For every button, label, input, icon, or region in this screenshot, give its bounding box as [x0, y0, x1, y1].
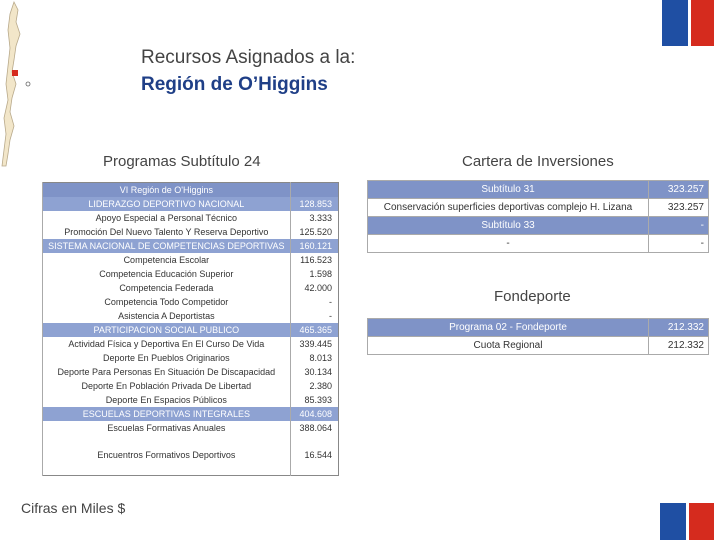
table-row — [43, 351, 339, 365]
row-label: Subtítulo 33 — [368, 217, 649, 235]
table-row — [43, 435, 339, 476]
section-title-fondeporte: Fondeporte — [494, 288, 571, 305]
row-value: 160.121 — [290, 239, 338, 253]
row-value: 323.257 — [649, 199, 709, 217]
row-value: 16.544 — [290, 435, 338, 476]
table-row — [43, 239, 339, 253]
row-label: Cuota Regional — [368, 337, 649, 355]
row-label: Deporte Para Personas En Situación De Discapacidad — [43, 365, 291, 379]
row-label: SISTEMA NACIONAL DE COMPETENCIAS DEPORTIVAS — [43, 239, 291, 253]
table-row — [368, 235, 709, 253]
row-label: Deporte En Espacios Públicos — [43, 393, 291, 407]
row-value — [290, 183, 338, 198]
table-row — [43, 225, 339, 239]
row-value: 42.000 — [290, 281, 338, 295]
footer-note: Cifras en Miles $ — [21, 500, 126, 516]
table-row — [43, 323, 339, 337]
section-title-inversiones: Cartera de Inversiones — [462, 153, 614, 170]
table-row — [43, 337, 339, 351]
table-row — [43, 197, 339, 211]
row-value: 465.365 — [290, 323, 338, 337]
table-row — [43, 281, 339, 295]
row-label: Competencia Escolar — [43, 253, 291, 267]
table-row — [43, 211, 339, 225]
row-value: - — [290, 295, 338, 309]
section-title-programas: Programas Subtítulo 24 — [103, 153, 261, 170]
table-row — [368, 217, 709, 235]
row-value: 125.520 — [290, 225, 338, 239]
table-row — [43, 267, 339, 281]
row-label: LIDERAZGO DEPORTIVO NACIONAL — [43, 197, 291, 211]
table-row — [43, 295, 339, 309]
row-label: - — [368, 235, 649, 253]
row-value: 212.332 — [649, 337, 709, 355]
table-row — [43, 183, 339, 198]
row-value: 3.333 — [290, 211, 338, 225]
table-row — [43, 407, 339, 421]
page-title-line2: Región de O’Higgins — [141, 74, 328, 95]
row-label: Escuelas Formativas Anuales — [43, 421, 291, 435]
fondeporte-table — [367, 318, 709, 355]
row-value: 404.608 — [290, 407, 338, 421]
row-label: Asistencia A Deportistas — [43, 309, 291, 323]
row-value: 1.598 — [290, 267, 338, 281]
row-label: PARTICIPACION SOCIAL PUBLICO — [43, 323, 291, 337]
row-value: - — [649, 217, 709, 235]
row-label: Programa 02 - Fondeporte — [368, 319, 649, 337]
row-value: 30.134 — [290, 365, 338, 379]
row-label: Competencia Todo Competidor — [43, 295, 291, 309]
table-row — [368, 199, 709, 217]
row-value: - — [290, 309, 338, 323]
row-value: 388.064 — [290, 421, 338, 435]
row-value: 212.332 — [649, 319, 709, 337]
row-value: 339.445 — [290, 337, 338, 351]
row-label: Competencia Educación Superior — [43, 267, 291, 281]
table-row — [43, 309, 339, 323]
row-value: 8.013 — [290, 351, 338, 365]
row-label: Deporte En Pueblos Originarios — [43, 351, 291, 365]
table-row — [368, 181, 709, 199]
page-title-line1: Recursos Asignados a la: — [141, 47, 356, 68]
row-value: - — [649, 235, 709, 253]
table-row — [43, 253, 339, 267]
row-label: Encuentros Formativos Deportivos — [43, 435, 291, 476]
row-value: 323.257 — [649, 181, 709, 199]
table-row — [368, 337, 709, 355]
row-value: 116.523 — [290, 253, 338, 267]
row-label: VI Región de O'Higgins — [43, 183, 291, 198]
table-row — [43, 421, 339, 435]
inversiones-table — [367, 180, 709, 253]
row-value: 2.380 — [290, 379, 338, 393]
row-label: Subtítulo 31 — [368, 181, 649, 199]
table-row — [43, 379, 339, 393]
table-row — [43, 393, 339, 407]
table-row — [368, 319, 709, 337]
row-label: Competencia Federada — [43, 281, 291, 295]
row-label: Deporte En Población Privada De Libertad — [43, 379, 291, 393]
row-value: 85.393 — [290, 393, 338, 407]
programas-table — [42, 182, 339, 476]
row-label: Actividad Física y Deportiva En El Curso De Vida — [43, 337, 291, 351]
chile-flag-logo — [662, 0, 714, 46]
table-row — [43, 365, 339, 379]
chile-flag-logo-footer — [660, 503, 714, 540]
row-label: Apoyo Especial a Personal Técnico — [43, 211, 291, 225]
region-map-image — [0, 0, 40, 170]
row-label: Promoción Del Nuevo Talento Y Reserva Deportivo — [43, 225, 291, 239]
row-value: 128.853 — [290, 197, 338, 211]
row-label: ESCUELAS DEPORTIVAS INTEGRALES — [43, 407, 291, 421]
row-label: Conservación superficies deportivas complejo H. Lizana — [368, 199, 649, 217]
